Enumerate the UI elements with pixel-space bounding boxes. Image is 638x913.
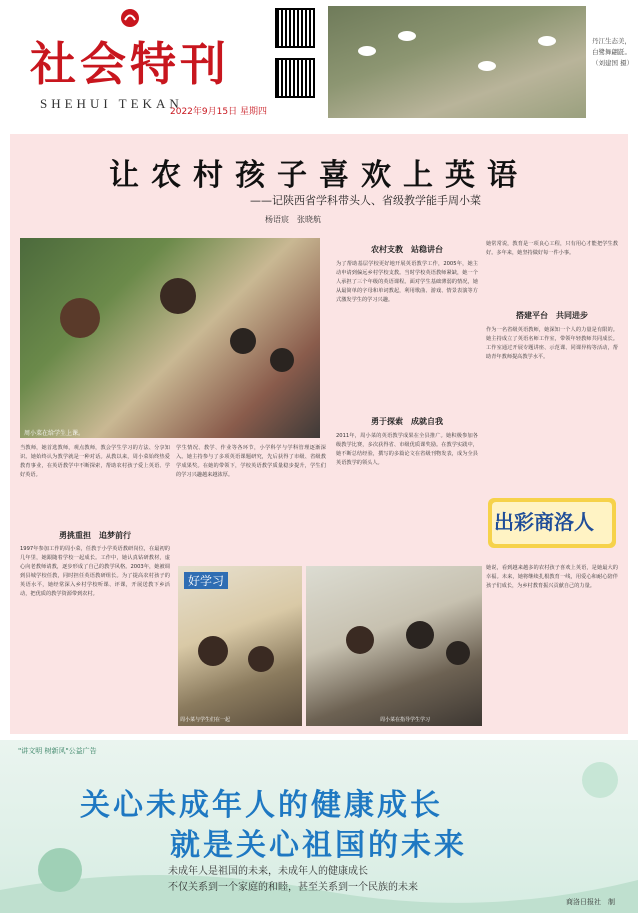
article-text: 学生情况、教学、作业等各环节，小学科学与学科管理逐渐深入。她主持参与了多项英语课题研究，先后获得了市级、省级教学成果奖。在她的带领下，学校英语教学质量稳步提升，学生们的学习兴趣越来越浓厚。 xyxy=(176,445,326,478)
ad-headline: 关心未成年人的健康成长 xyxy=(80,788,443,823)
article-text: 她说，看到越来越多的农村孩子喜欢上英语，是她最大的幸福。未来，她将继续扎根教育一线，用爱心和耐心陪伴孩子们成长，为乡村教育振兴贡献自己的力量。 xyxy=(486,565,618,589)
section-subhead: 勇于探索 成就自我 xyxy=(371,417,443,426)
photo-caption: 周小菜与学生们在一起 xyxy=(180,717,231,723)
article-text: 她常常说，教育是一项良心工程，只有用心才能把学生教好。多年来，她坚持做好每一件小事。 xyxy=(486,241,618,256)
masthead-title: 社会特刊 xyxy=(30,37,230,91)
egret-photo xyxy=(328,6,586,118)
article-headline: 让农村孩子喜欢上英语 xyxy=(109,158,529,193)
qr-code-icon xyxy=(275,8,315,48)
ad-copy: 不仅关系到一个家庭的和睦，甚至关系到一个民族的未来 xyxy=(168,882,418,893)
section-subhead: 勇挑重担 追梦前行 xyxy=(59,531,131,540)
newspaper-logo-icon xyxy=(120,8,140,28)
section-subhead: 搭建平台 共同进步 xyxy=(516,311,588,320)
ad-headline: 就是关心祖国的未来 xyxy=(170,828,467,863)
ad-tag: "讲文明 树新风"公益广告 xyxy=(18,747,97,755)
blackboard-banner: 好学习 xyxy=(184,572,228,589)
article-byline: 杨语宸 张晓航 xyxy=(265,215,321,224)
article-text: 作为一名省级英语教师，她深知一个人的力量是有限的。她主持成立了英语名师工作室，带领年轻教师共同成长。工作室通过开展专题讲座、示范课、同课异构等活动，帮助青年教师提高教学水平。 xyxy=(486,327,618,360)
article-subheadline: ——记陕西省学科带头人、省级教学能手周小菜 xyxy=(250,194,481,207)
qr-code-icon xyxy=(275,58,315,98)
photo-caption: 丹江生态美，白鹭舞翩跹。（刘建国 摄） xyxy=(592,37,634,67)
article-text: 为了帮助基层学校更好地开展英语教学工作，2005年，她主动申请到偏远乡村学校支教。当时学校英语教师紧缺，她一个人承担了三个年级的英语课程。面对学生基础薄弱的情况，她从最简单的字母和单词教起，利用歌曲、游戏、情景表演等方式激发学生的学习兴趣。 xyxy=(336,261,478,303)
page-footer: 商洛日报社 制 xyxy=(566,898,615,906)
article-text: 1997年参加工作的周小菜，任教于小学英语教研岗位，在最初的几年里，她跟随着学校一起成长。工作中，她认真钻研教材，虚心向老教师请教，逐步形成了自己的教学风格。2003年，她被调到县城学校任教，同时担任英语教研组长。为了提高农村孩子的英语水平，她经常深入乡村学校听课、评课，开展送教下乡活动，把优质的教学资源带到农村。 xyxy=(20,546,170,597)
main-photo xyxy=(20,238,320,438)
column-callout-label: 出彩商洛人 xyxy=(494,510,594,534)
classroom-photo xyxy=(178,566,302,726)
section-subhead: 农村支教 站稳讲台 xyxy=(371,245,443,254)
article-text: 当教师，她首选教师，观点教师，教会学生学习的方法、分享知识。她始终认为教学就是一种对话。从教以来，周小菜始终热爱教育事业，在英语教学中不断探索，帮助农村孩子爱上英语、学好英语。 xyxy=(20,445,170,478)
photo-caption: 周小菜在指导学生学习 xyxy=(380,717,431,723)
main-photo-caption: 周小菜在给学生上课。 xyxy=(24,430,85,437)
reading-photo xyxy=(306,566,482,726)
masthead-subtitle: SHEHUI TEKAN xyxy=(40,96,183,111)
ad-copy: 未成年人是祖国的未来，未成年人的健康成长 xyxy=(168,866,368,877)
issue-date: 2022年9月15日 星期四 xyxy=(170,107,267,117)
article-text: 2011年，周小菜的英语教学成果在全县推广。她积极参加各级教学比赛，多次获得省、市级优质课奖励。在教学实践中，她不断总结经验，撰写的多篇论文在省级刊物发表，成为全县英语教学的领头人。 xyxy=(336,433,478,466)
